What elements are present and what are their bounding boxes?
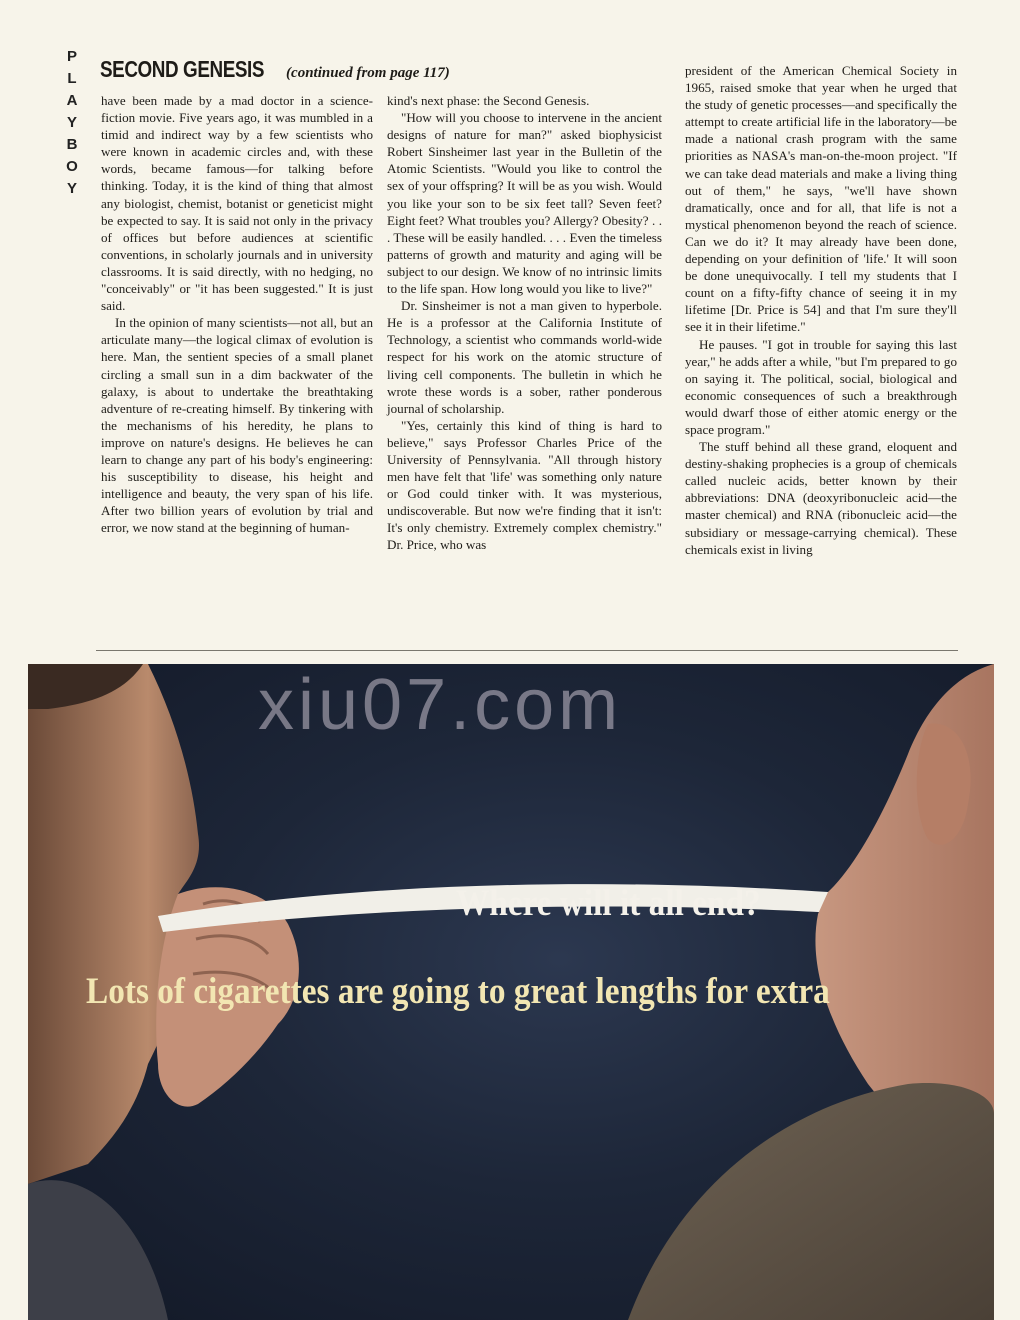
paragraph: president of the American Chemical Society in 1965, raised smoke that year when he urged that the study of genetic processes—and specifically the attempt to create artificial life in the laboratory—be made a national crash program with the same priorities as NASA's man-on-the-moon project. "If we can take dead materials and make a living thing out of them," he says, "we'll have shown dramatically, once and for all, that life is not a mystical phenomenon beyond the reach of science. Can we do it? It may already have been done, depending on your definition of 'life.' It will soon be done unequivocally. I tell my students that I count on a fifty-fifty chance of seeing it in my lifetime [Dr. Price is 54] and that I'm sure they'll see it in their lifetime." — [685, 63, 957, 335]
side-label-letter: Y — [66, 114, 77, 131]
paragraph: In the opinion of many scientists—not all, but an articulate many—the logical climax of evolution is here. Man, the sentient species of a small planet circling a small sun in a dim backwater of the galaxy, is about to undertake the breathtaking adventure of re-creating himself. By tinkering with the mechanisms of his heredity, he plans to improve on nature's designs. He believes he can learn to change any part of his body's engineering: his susceptibility to disease, his height and intelligence and beauty, the very span of his life. After two billion years of evolution by trial and error, we now stand at the beginning of human- — [101, 315, 373, 536]
article-column-3 — [685, 62, 957, 558]
left-man-shoulder — [28, 1180, 168, 1320]
side-label-letter: L — [67, 70, 77, 87]
ad-subline: Lots of cigarettes are going to great lengths for extra — [86, 971, 830, 1012]
right-man-coat — [628, 1083, 994, 1320]
ad-headline: Where will it all end? — [456, 883, 761, 924]
article-column-1 — [101, 92, 373, 536]
watermark-text: xiu07.com — [258, 665, 623, 745]
side-label-letter: Y — [66, 180, 77, 197]
paragraph: The stuff behind all these grand, eloquent and destiny-shaking prophecies is a group of chemicals called nucleic acids, better known by their abbreviations: DNA (deoxyribonucleic acid—the master chemical) and RNA (ribonucleic acid—the subsidiary or message-carrying chemical). These chemicals exist in living — [685, 439, 957, 557]
article-title: SECOND GENESIS — [100, 56, 265, 82]
side-label-letter: P — [66, 48, 77, 65]
paragraph: "Yes, certainly this kind of thing is hard to believe," says Professor Charles Price of the University of Pennsylvania. "All through history men have felt that 'life' was something only nature or God could tinker with. It was mysterious, undiscoverable. But now we're finding that it isn't: It's only chemistry. Extremely complex chemistry." Dr. Price, who was — [387, 417, 662, 553]
section-divider — [96, 650, 958, 651]
paragraph: have been made by a mad doctor in a science-fiction movie. Five years ago, it was mumbled in a timid and indirect way by a few scientists who were known in academic circles and, with these words, became famous—for talking before thinking. Today, it is the kind of thing that almost any biologist, chemist, botanist or geneticist might be expected to say. It is said not only in the privacy of offices but before audiences at scientific conventions, in scholarly journals and in university classrooms. It is said directly, with no hedging, no "conceivably" or "it has been suggested." It is just said. — [101, 93, 373, 314]
paragraph: He pauses. "I got in trouble for saying this last year," he adds after a while, "but I'm prepared to go on saying it. The political, social, biological and economic consequences of such a breakthrough would dwarf those of either atomic energy or the space program." — [685, 336, 957, 437]
paragraph: kind's next phase: the Second Genesis. — [387, 93, 590, 108]
continued-note: (continued from page 117) — [286, 65, 450, 81]
magazine-side-label — [60, 46, 84, 200]
side-label-letter: B — [66, 136, 78, 153]
side-label-text — [60, 46, 84, 200]
paragraph: Dr. Sinsheimer is not a man given to hyperbole. He is a professor at the California Institute of Technology, a scientist who commands world-wide respect for his work on the atomic structure of living cell components. The bulletin in which he wrote these words is a sober, rather ponderous journal of scholarship. — [387, 298, 662, 416]
article-header — [100, 56, 450, 86]
article-column-2 — [387, 92, 662, 554]
cigarette-advertisement — [28, 664, 994, 1320]
paragraph: "How will you choose to intervene in the ancient designs of nature for man?" asked biophysicist Robert Sinsheimer last year in the Bulletin of the Atomic Scientists. "Would you like to control the sex of your offspring? It will be as you wish. Would you like your son to be six feet tall? Seven feet? Eight feet? What troubles you? Allergy? Obesity? . . . These will be easily handled. . . . Even the timeless patterns of growth and maturity and aging will be subject to our design. We know of no intrinsic limits to the life span. How long would you like to live?" — [387, 110, 662, 297]
side-label-letter: A — [66, 92, 78, 109]
side-label-letter: O — [66, 158, 78, 175]
